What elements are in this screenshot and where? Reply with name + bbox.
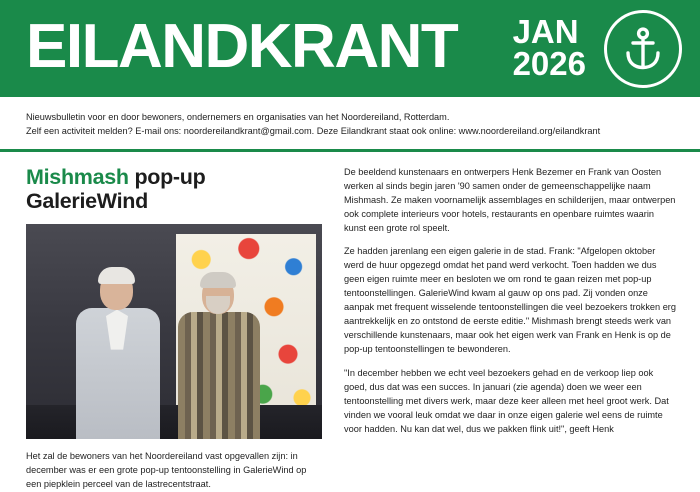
- photo-person-right-hair: [200, 272, 236, 288]
- standfirst: [0, 101, 700, 147]
- anchor-icon: [621, 26, 665, 72]
- photo-caption: Het zal de bewoners van het Noordereiland vast opgevallen zijn: in december was er een grote pop-up tentoonstelling in GalerieWind op een piepklein perceel van de lastrecentstraat.: [26, 450, 307, 489]
- photo-person-right-body: [178, 312, 260, 439]
- anchor-logo: [604, 10, 682, 88]
- left-column: [26, 165, 322, 492]
- standfirst-line-1: Nieuwsbulletin voor en door bewoners, ondernemers en organisaties van het Noordereiland, Rotterdam.: [26, 112, 450, 122]
- article-paragraph: De beeldend kunstenaars en ontwerpers Henk Bezemer en Frank van Oosten werken al sinds begin jaren '90 samen onder de gemeenschappelijke naam Mishmash. Ze maken voornamelijk assemblages en schilderijen, maar ontwerpen ook complete interieurs voor hotels, restaurants en openbare ruimtes waarin kunst een grote rol speelt.: [344, 166, 676, 233]
- headline-part-1: Mishmash: [26, 164, 129, 189]
- issue-year: 2026: [512, 44, 586, 82]
- issue-month: JAN: [512, 13, 579, 51]
- headline-part-2: pop-up GalerieWind: [26, 164, 206, 213]
- article-paragraph: "In december hebben we echt veel bezoekers gehad en de verkoop liep ook goed, dus dat was een succes. In januari (zie agenda) doen we weer een tentoonstelling met divers werk, maar deze keer alleen met heel groot werk. Dat vinden we vooral leuk omdat we daar in onze eigen galerie wel eens de ruimte voor hadden. Nu kan dat wel, dus we pakken flink uit!", geeft Henk: [344, 367, 669, 434]
- issue-date: [512, 13, 586, 82]
- article-photo: [26, 224, 322, 439]
- publication-title: EILANDKRANT: [26, 11, 458, 81]
- photo-person-left-hair: [98, 267, 135, 284]
- article-body: [0, 152, 700, 492]
- article-headline: [26, 165, 322, 213]
- masthead: [0, 0, 700, 97]
- standfirst-line-2: Zelf een activiteit melden? E-mail ons: noordereilandkrant@gmail.com. Deze Eilandkrant staat ook online: www.noordereiland.org/eilandkrant: [26, 126, 601, 137]
- article-paragraph: Ze hadden jarenlang een eigen galerie in de stad. Frank: "Afgelopen oktober werd de huur opgezegd omdat het pand werd verkocht. Toen hadden we dus geen eigen ruimte meer en besloten we om rond te gaan reizen met pop-up tentoonstellingen. GalerieWind kwam al gauw op ons pad. Zij vonden onze aanpak met frequent wisselende tentoonstellingen die veel bezoekers trokken erg aantrekkelijk en zo ontstond de eerste editie." Mishmash brengt steeds werk van verschillende kunstenaars, maar ook het eigen werk van Frank en Henk is op de pop-up tentoonstellingen te bewonderen.: [344, 245, 676, 355]
- photo-floor: [26, 405, 322, 439]
- right-column: [344, 165, 676, 492]
